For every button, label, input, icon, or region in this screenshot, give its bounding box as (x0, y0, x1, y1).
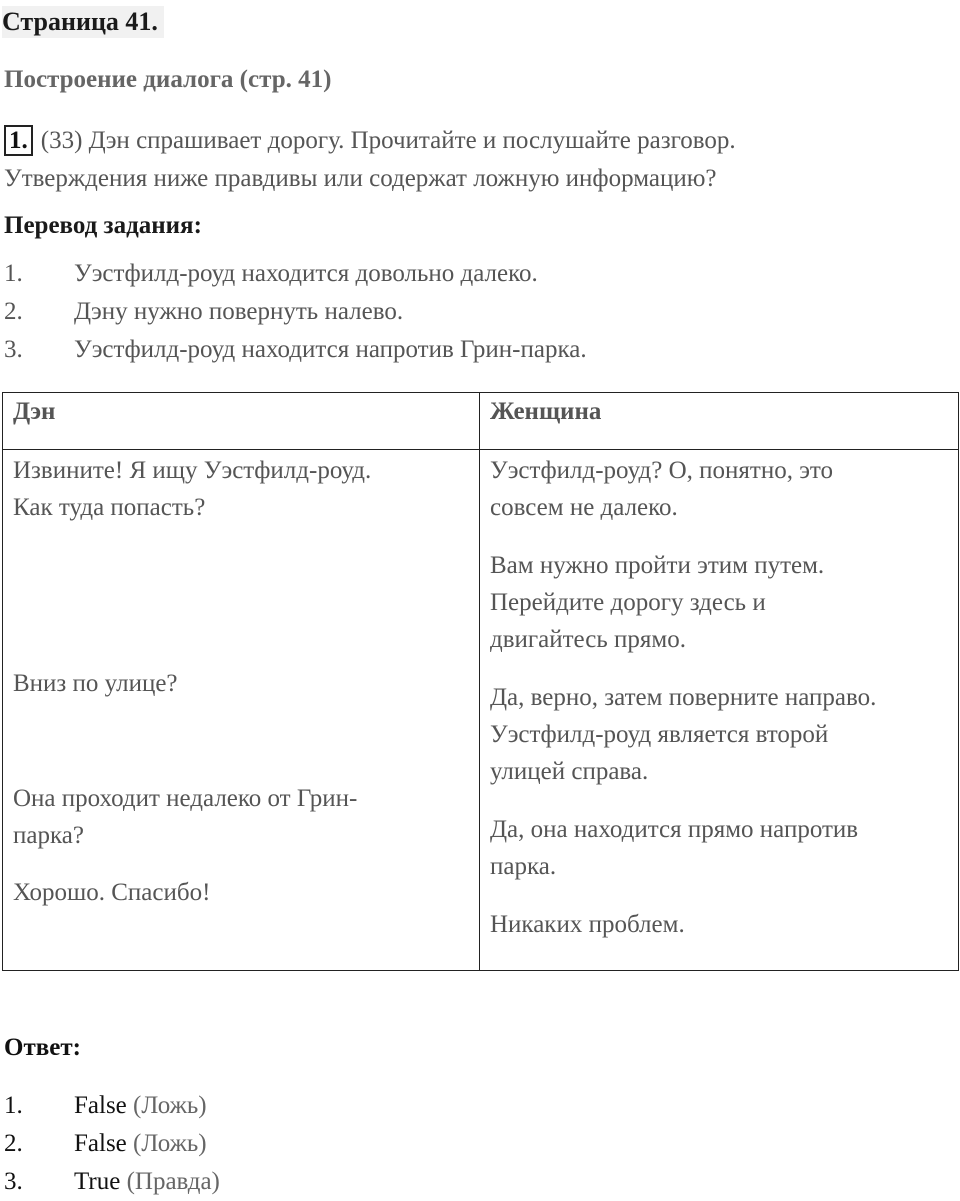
table-row (3, 450, 959, 971)
list-item-number: 1. (4, 260, 23, 287)
answer-translation: (Правда) (126, 1168, 220, 1195)
list-item (4, 293, 954, 331)
answer-translation: (Ложь) (133, 1130, 207, 1157)
translation-heading: Перевод задания: (4, 212, 202, 239)
woman-line: двигайтесь прямо. (490, 626, 686, 653)
answer-value: False (74, 1130, 127, 1157)
woman-line: парка. (490, 853, 557, 880)
dan-line: Хорошо. Спасибо! (13, 879, 211, 906)
dan-lines-cell (3, 450, 480, 971)
list-item-number: 3. (4, 336, 23, 363)
page-title: Страница 41. (2, 6, 164, 38)
answer-value: True (74, 1168, 121, 1195)
woman-line: Никаких проблем. (490, 911, 685, 938)
list-item-text: Дэну нужно повернуть налево. (74, 298, 404, 325)
woman-line: совсем не далеко. (490, 494, 678, 521)
woman-lines-cell (480, 450, 959, 971)
answer-number: 3. (4, 1168, 23, 1195)
list-item (4, 331, 954, 369)
translation-list (4, 255, 954, 369)
section-title: Построение диалога (стр. 41) (4, 66, 332, 93)
answer-value: False (74, 1092, 127, 1119)
list-item-text: Уэстфилд-роуд находится напротив Грин-парка. (74, 336, 587, 363)
task-line-1: (33) Дэн спрашивает дорогу. Прочитайте и послушайте разговор. (40, 127, 736, 154)
list-item (4, 255, 954, 293)
woman-line: Перейдите дорогу здесь и (490, 589, 766, 616)
table-header-row (3, 393, 959, 450)
list-item (4, 1087, 954, 1125)
woman-line: Уэстфилд-роуд? О, понятно, это (490, 457, 834, 484)
dan-line: Она проходит недалеко от Грин- (13, 785, 358, 812)
answer-number: 1. (4, 1092, 23, 1119)
task-statement (4, 122, 954, 198)
woman-line: Да, она находится прямо напротив (490, 816, 859, 843)
list-item (4, 1163, 954, 1201)
woman-line: улицей справа. (490, 758, 649, 785)
dan-line: Как туда попасть? (13, 494, 206, 521)
dialog-table (2, 392, 959, 971)
dan-line: Извините! Я ищу Уэстфилд-роуд. (13, 457, 372, 484)
woman-line: Уэстфилд-роуд является второй (490, 721, 829, 748)
woman-line: Да, верно, затем поверните направо. (490, 684, 877, 711)
list-item-text: Уэстфилд-роуд находится довольно далеко. (74, 260, 538, 287)
dan-line: парка? (13, 822, 84, 849)
list-item-number: 2. (4, 298, 23, 325)
list-item (4, 1125, 954, 1163)
woman-line: Вам нужно пройти этим путем. (490, 552, 825, 579)
task-line-2: Утверждения ниже правдивы или содержат ложную информацию? (4, 165, 717, 192)
answer-heading: Ответ: (4, 1034, 81, 1061)
header-woman: Женщина (480, 393, 959, 450)
answer-list (4, 1087, 954, 1201)
answer-translation: (Ложь) (133, 1092, 207, 1119)
dan-line: Вниз по улице? (13, 670, 178, 697)
answer-number: 2. (4, 1130, 23, 1157)
task-number-box: 1. (4, 125, 33, 156)
header-dan: Дэн (3, 393, 480, 450)
